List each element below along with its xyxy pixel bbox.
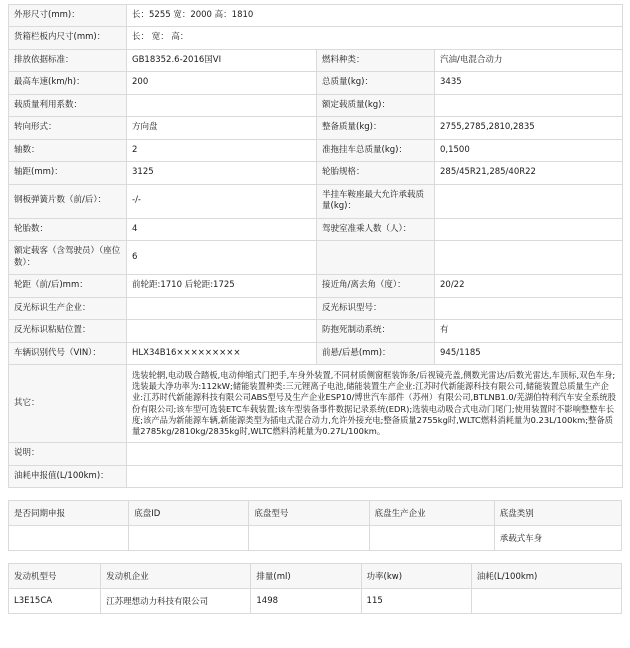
spec-value: 3125 — [127, 162, 317, 184]
engine-cell: 1498 — [251, 589, 361, 614]
engine-header-cell: 发动机企业 — [101, 564, 251, 589]
spec-value: 285/45R21,285/40R22 — [435, 162, 623, 184]
chassis-cell — [249, 526, 369, 551]
spec-label: 货箱栏板内尺寸(mm)： — [9, 27, 127, 49]
spec-label: 燃料种类： — [317, 49, 435, 71]
spec-label: 转向形式： — [9, 117, 127, 139]
table-row — [9, 443, 623, 465]
chassis-header-cell: 底盘生产企业 — [369, 501, 494, 526]
chassis-cell — [9, 526, 129, 551]
table-row — [9, 526, 622, 551]
table-row — [9, 275, 623, 297]
spec-label: 防抱死制动系统： — [317, 320, 435, 342]
spec-label: 反光标识型号： — [317, 297, 435, 319]
spec-value: 200 — [127, 72, 317, 94]
spec-label: 车辆识别代号（VIN）： — [9, 342, 127, 364]
table-row — [9, 184, 623, 218]
chassis-table — [8, 500, 622, 551]
engine-cell: 江苏理想动力科技有限公司 — [101, 589, 251, 614]
spec-label: 轴数： — [9, 139, 127, 161]
engine-cell: 115 — [361, 589, 471, 614]
vehicle-spec-table — [8, 4, 623, 488]
chassis-header-row — [9, 501, 622, 526]
spec-label: 轮胎规格： — [317, 162, 435, 184]
spec-label — [317, 241, 435, 275]
engine-table — [8, 563, 622, 614]
spec-value — [435, 218, 623, 240]
spec-label: 驾驶室准乘人数（人）： — [317, 218, 435, 240]
explanation-label: 说明： — [9, 443, 127, 465]
spec-label: 额定载客（含驾驶员）（座位数）： — [9, 241, 127, 275]
spec-value: HLX34B16××××××××× — [127, 342, 317, 364]
spec-value: -/- — [127, 184, 317, 218]
chassis-cell: 承载式车身 — [494, 526, 621, 551]
engine-cell: L3E15CA — [9, 589, 101, 614]
spec-label: 最高车速(km/h)： — [9, 72, 127, 94]
table-row — [9, 297, 623, 319]
spec-value — [127, 94, 317, 116]
spec-value — [435, 297, 623, 319]
spec-value: 长：5255 宽：2000 高：1810 — [127, 5, 623, 27]
spec-label: 准拖挂车总质量(kg)： — [317, 139, 435, 161]
spec-label: 外形尺寸(mm)： — [9, 5, 127, 27]
spec-value: 4 — [127, 218, 317, 240]
spec-value: GB18352.6-2016国VI — [127, 49, 317, 71]
spec-label: 前悬/后悬(mm)： — [317, 342, 435, 364]
table-row — [9, 139, 623, 161]
spec-value: 2 — [127, 139, 317, 161]
spec-value: 0,1500 — [435, 139, 623, 161]
spec-value: 2755,2785,2810,2835 — [435, 117, 623, 139]
spec-label: 轮胎数： — [9, 218, 127, 240]
spec-value — [127, 297, 317, 319]
table-row — [9, 589, 622, 614]
table-row — [9, 49, 623, 71]
table-row — [9, 465, 623, 487]
spec-label: 接近角/离去角（度）： — [317, 275, 435, 297]
spec-label: 轮距（前/后)mm： — [9, 275, 127, 297]
engine-header-cell: 功率(kw) — [361, 564, 471, 589]
spec-label: 额定载质量(kg)： — [317, 94, 435, 116]
spec-value — [435, 94, 623, 116]
spec-label: 排放依据标准： — [9, 49, 127, 71]
spec-label: 载质量利用系数： — [9, 94, 127, 116]
notes-row — [9, 364, 623, 442]
spec-value: 945/1185 — [435, 342, 623, 364]
engine-header-cell: 油耗(L/100km) — [471, 564, 621, 589]
table-row — [9, 5, 623, 27]
table-row — [9, 27, 623, 49]
chassis-header-cell: 底盘ID — [129, 501, 249, 526]
spec-label: 半挂车鞍座最大允许承载质量(kg)： — [317, 184, 435, 218]
chassis-cell — [129, 526, 249, 551]
spec-value: 长： 宽： 高： — [127, 27, 623, 49]
fuel-declared-label: 油耗申报值(L/100km)： — [9, 465, 127, 487]
chassis-cell — [369, 526, 494, 551]
explanation-value — [127, 443, 623, 465]
spec-label: 反光标识生产企业： — [9, 297, 127, 319]
spec-label: 整备质量(kg)： — [317, 117, 435, 139]
notes-label: 其它： — [9, 364, 127, 442]
fuel-declared-value — [127, 465, 623, 487]
table-row — [9, 72, 623, 94]
spec-value: 汽油/电混合动力 — [435, 49, 623, 71]
table-row — [9, 342, 623, 364]
chassis-header-cell: 是否同期申报 — [9, 501, 129, 526]
chassis-header-cell: 底盘类别 — [494, 501, 621, 526]
spec-label: 钢板弹簧片数（前/后）： — [9, 184, 127, 218]
spec-value — [435, 184, 623, 218]
spec-value — [127, 320, 317, 342]
engine-header-cell: 排量(ml) — [251, 564, 361, 589]
spec-value — [435, 241, 623, 275]
table-row — [9, 117, 623, 139]
notes-text: 选装轮辋,电动吸合踏板,电动伸缩式门把手,车身外装置,不同材质侧窗框装饰条/后视镜壳盖,侧数光雷达/后数光雷达,车顶标,双色车身;选装最大净功率为:112kW;储能装置种类:三元锂离子电池,储能装置生产企业:江苏时代新能源科技有限公司,储能装置总质量生产企业:江苏时代新能源科技有限公司ABS型号及生产企业ESP10/博世汽车部件（苏州）有限公司,BTLNB1.0/芜湖伯特利汽车安全系统股份有限公司;该车型可选装ETC车载装置;该车型装备事件数据记录系统(EDR);选装电动吸合式电动门尾门;使用装置时不影响整整车长度;该产品为新能源车辆,新能源类型为插电式混合动力,允许外接充电;整备质量2755kg时,WLTC燃料消耗量为0.23L/100km;整备质量2785kg/2810kg/2835kg时,WLTC燃料消耗量为0.27L/100km。 — [127, 364, 623, 442]
spec-value: 6 — [127, 241, 317, 275]
spec-value: 方向盘 — [127, 117, 317, 139]
spec-label: 轴距(mm)： — [9, 162, 127, 184]
engine-cell — [471, 589, 621, 614]
spec-value: 有 — [435, 320, 623, 342]
engine-header-row — [9, 564, 622, 589]
table-row — [9, 320, 623, 342]
spec-label: 反光标识粘贴位置： — [9, 320, 127, 342]
engine-header-cell: 发动机型号 — [9, 564, 101, 589]
spec-label: 总质量(kg)： — [317, 72, 435, 94]
spec-value: 3435 — [435, 72, 623, 94]
table-row — [9, 218, 623, 240]
table-row — [9, 241, 623, 275]
table-row — [9, 162, 623, 184]
spec-value: 20/22 — [435, 275, 623, 297]
table-row — [9, 94, 623, 116]
chassis-header-cell: 底盘型号 — [249, 501, 369, 526]
spec-value: 前轮距:1710 后轮距:1725 — [127, 275, 317, 297]
